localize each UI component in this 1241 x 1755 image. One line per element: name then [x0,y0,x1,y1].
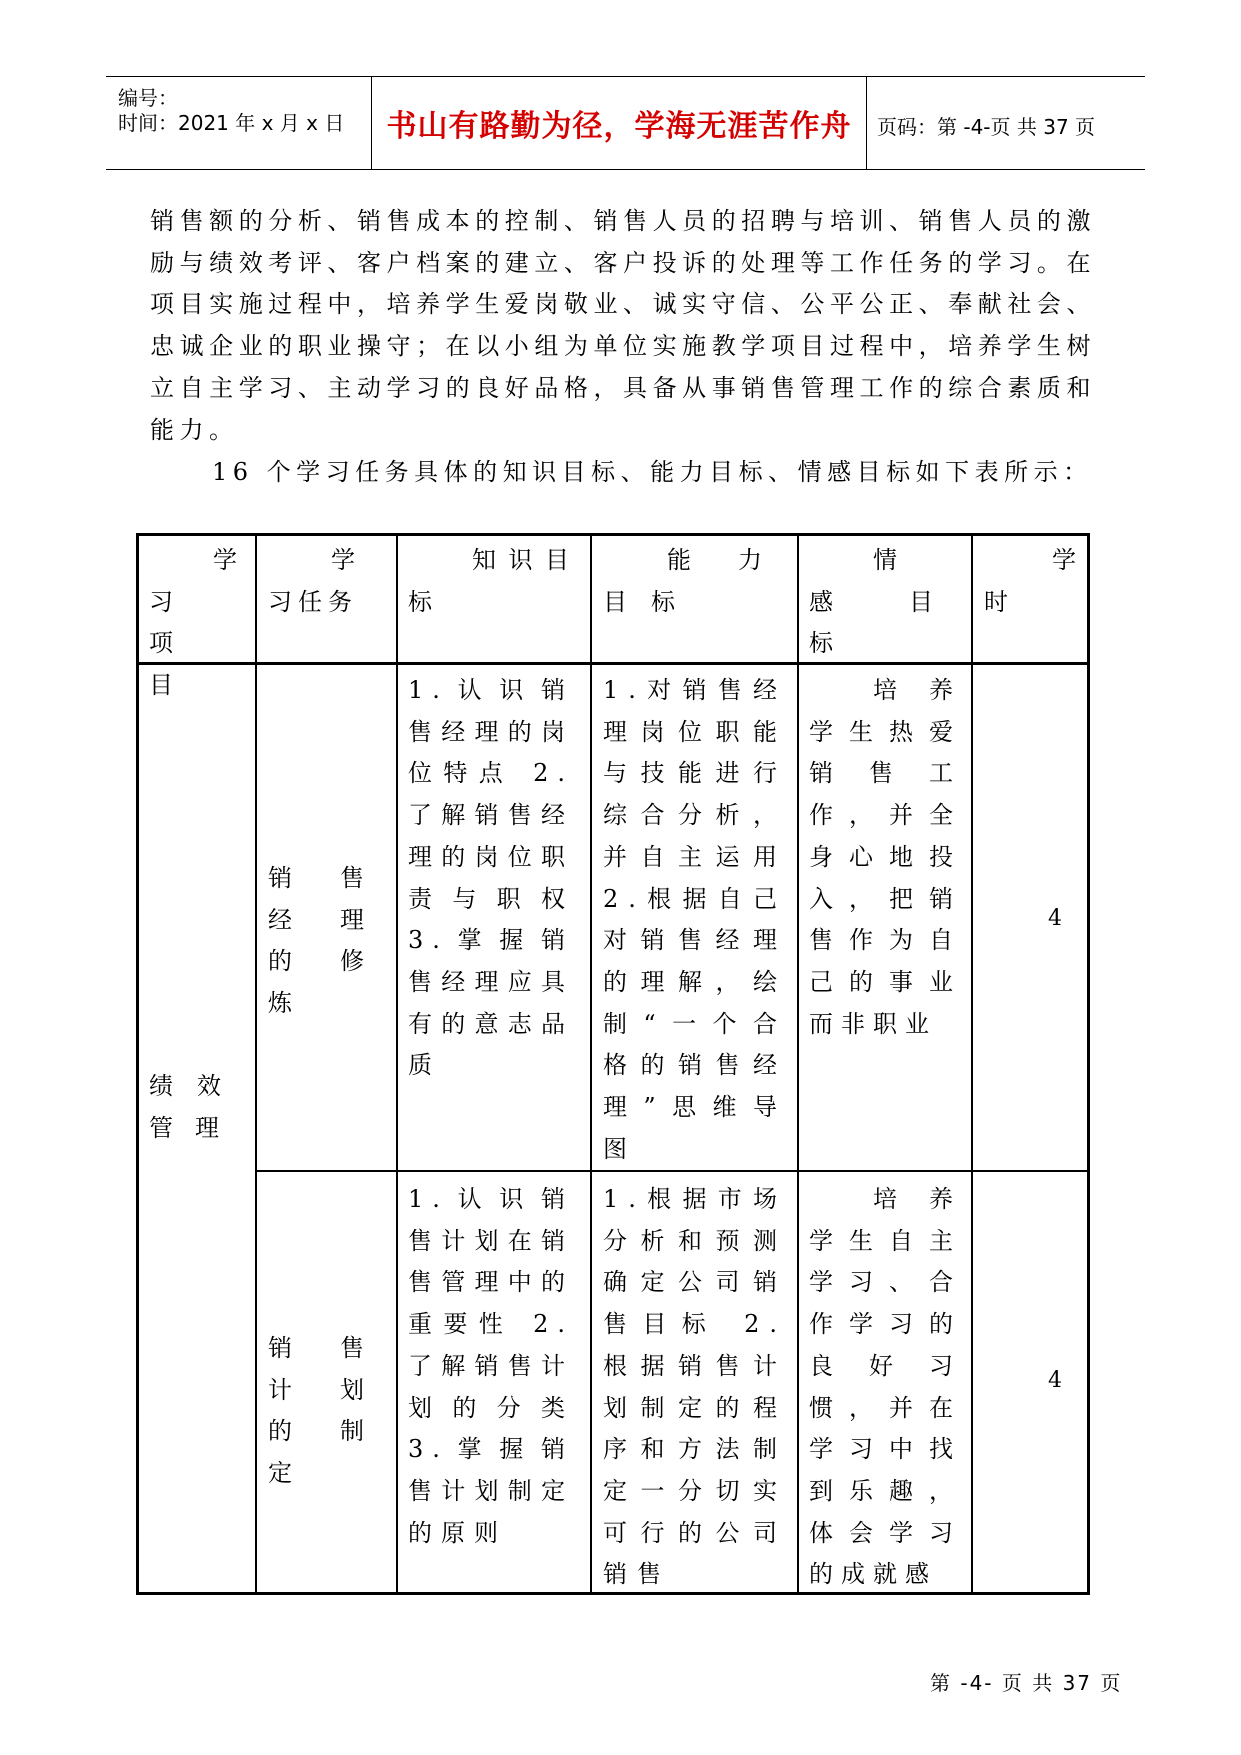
header-ability: 能力目标 [603,546,786,616]
row1-task: 销售经理的修炼 [268,864,382,1018]
row1-knowledge: 1.认识销售经理的岗位特点 2.了解销售经理的岗位职责与职权 3.掌握销售经理应具有的意志品质 [408,676,574,1080]
header-task: 学习任务 [268,546,361,616]
header-project: 学习项目 [149,546,277,700]
header-emotion: 情感目标 [809,546,961,658]
table-border-left [136,533,139,1595]
row2-hours: 4 [1048,1368,1062,1393]
body-paragraph-1: 销售额的分析、销售成本的控制、销售人员的招聘与培训、销售人员的激励与绩效考评、客户档案的建立、客户投诉的处理等工作任务的学习。在项目实施过程中，培养学生爱岗敬业、诚实守信、公平公正、奉献社会、忠诚企业的职业操守；在以小组为单位实施教学项目过程中，培养学生树立自主学习、主动学习的良好品格，具备从事销售管理工作的综合素质和能力。 [150,207,1096,444]
header-meta [106,77,372,169]
header-motto: 书山有路勤为径，学海无涯苦作舟 [386,109,852,144]
table-col-line-4 [797,533,799,1595]
header-motto-box [372,77,867,169]
project-cell: 绩效管理 [149,1072,243,1142]
row2-task: 销售计划的制定 [268,1334,382,1488]
page-footer: 第 -4- 页 共 37 页 [930,1671,1123,1695]
doc-number-label: 编号： [118,86,178,110]
table-col-line-1 [255,533,257,1595]
header-hours: 学时 [984,546,1116,616]
row1-emotion: 培养学生热爱销售工作，并全身心地投入，把销售作为自己的事业而非职业 [809,676,961,1038]
table-border-top [136,533,1090,536]
body-paragraph-2: 16 个学习任务具体的知识目标、能力目标、情感目标如下表所示： [212,458,1093,486]
row2-ability: 1.根据市场分析和预测确定公司销售目标 2.根据销售计划制定的程序和方法制定一分切实可行的公司销售 [603,1185,787,1589]
header-knowledge: 知识目标 [408,546,581,616]
table-col-line-3 [590,533,592,1595]
table-col-line-5 [971,533,973,1595]
page-header [106,76,1145,170]
header-page-number: 页码：第 -4-页 共 37 页 [877,115,1096,139]
row1-ability: 1.对销售经理岗位职能与技能进行综合分析，并自主运用 2.根据自己对销售经理的理解，绘制“一个合格的销售经理”思维导图 [603,676,787,1163]
table-col-line-2 [396,533,398,1595]
header-page-box [867,77,1145,169]
objectives-table [136,533,1116,1595]
table-border-right [1087,533,1090,1595]
row2-knowledge: 1.认识销售计划在销售管理中的重要性 2.了解销售计划的分类 3.掌握销售计划制定的原则 [408,1185,574,1547]
doc-time: 时间：2021 年 x 月 x 日 [118,111,345,135]
row1-hours: 4 [1048,906,1062,931]
row2-emotion: 培养学生自主学习、合作学习的良好习惯，并在学习中找到乐趣，体会学习的成就感 [809,1185,961,1589]
